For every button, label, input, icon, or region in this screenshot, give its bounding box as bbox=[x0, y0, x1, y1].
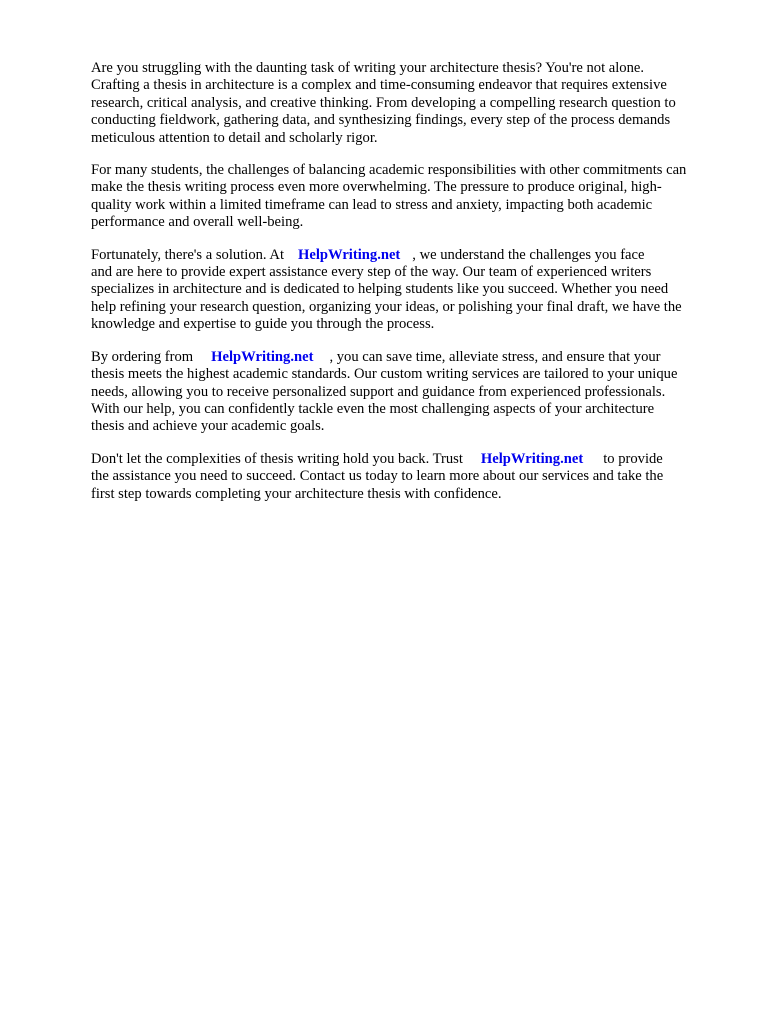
text-line: With our help, you can confidently tackle even the most challenging aspects of your architecture bbox=[91, 400, 655, 417]
helpwriting-link[interactable]: HelpWriting.net bbox=[298, 246, 401, 263]
text-line: make the thesis writing process even more overwhelming. The pressure to produce original, high- bbox=[91, 179, 662, 196]
text-line bbox=[91, 451, 731, 468]
text-line: needs, allowing you to receive personalized support and guidance from experienced professionals. bbox=[91, 383, 666, 400]
text-line: specializes in architecture and is dedicated to helping students like you succeed. Whether you need bbox=[91, 281, 669, 298]
text-line: the assistance you need to succeed. Contact us today to learn more about our services and take the bbox=[91, 468, 664, 485]
helpwriting-link[interactable]: HelpWriting.net bbox=[211, 348, 314, 365]
text-line: Are you struggling with the daunting task of writing your architecture thesis? You're not alone. bbox=[91, 60, 645, 76]
text-fragment: , we understand the challenges you face bbox=[412, 246, 645, 263]
text-fragment: Fortunately, there's a solution. At bbox=[91, 246, 284, 263]
text-line: thesis meets the highest academic standards. Our custom writing services are tailored to your unique bbox=[91, 366, 678, 383]
text-line: research, critical analysis, and creative thinking. From developing a compelling research question to bbox=[91, 94, 676, 111]
text-fragment: to provide bbox=[603, 450, 663, 467]
paragraph-closing bbox=[91, 451, 731, 503]
text-line bbox=[91, 247, 731, 264]
paragraph-ordering bbox=[91, 349, 731, 436]
text-line: knowledge and expertise to guide you through the process. bbox=[91, 316, 435, 333]
paragraph-intro bbox=[91, 60, 731, 147]
paragraph-challenges bbox=[91, 162, 731, 232]
text-line: thesis and achieve your academic goals. bbox=[91, 418, 325, 435]
text-line: quality work within a limited timeframe can lead to stress and anxiety, impacting both academic bbox=[91, 196, 653, 213]
text-line: first step towards completing your architecture thesis with confidence. bbox=[91, 485, 502, 502]
text-line: performance and overall well-being. bbox=[91, 214, 304, 231]
text-line: meticulous attention to detail and scholarly rigor. bbox=[91, 129, 378, 146]
text-line: For many students, the challenges of balancing academic responsibilities with other commitments can bbox=[91, 162, 687, 179]
text-line: help refining your research question, organizing your ideas, or polishing your final draft, we have the bbox=[91, 298, 682, 315]
document-page bbox=[91, 60, 731, 518]
helpwriting-link[interactable]: HelpWriting.net bbox=[480, 450, 584, 467]
text-line bbox=[91, 349, 731, 366]
text-fragment: , you can save time, alleviate stress, and ensure that your bbox=[329, 348, 661, 365]
paragraph-solution bbox=[91, 247, 731, 334]
text-line: and are here to provide expert assistance every step of the way. Our team of experienced writers bbox=[91, 264, 652, 281]
text-fragment: Don't let the complexities of thesis writing hold you back. Trust bbox=[91, 450, 463, 467]
text-line: Crafting a thesis in architecture is a complex and time-consuming endeavor that requires extensive bbox=[91, 77, 667, 94]
text-line: conducting fieldwork, gathering data, and synthesizing findings, every step of the process demands bbox=[91, 112, 671, 129]
text-fragment: By ordering from bbox=[91, 348, 194, 365]
